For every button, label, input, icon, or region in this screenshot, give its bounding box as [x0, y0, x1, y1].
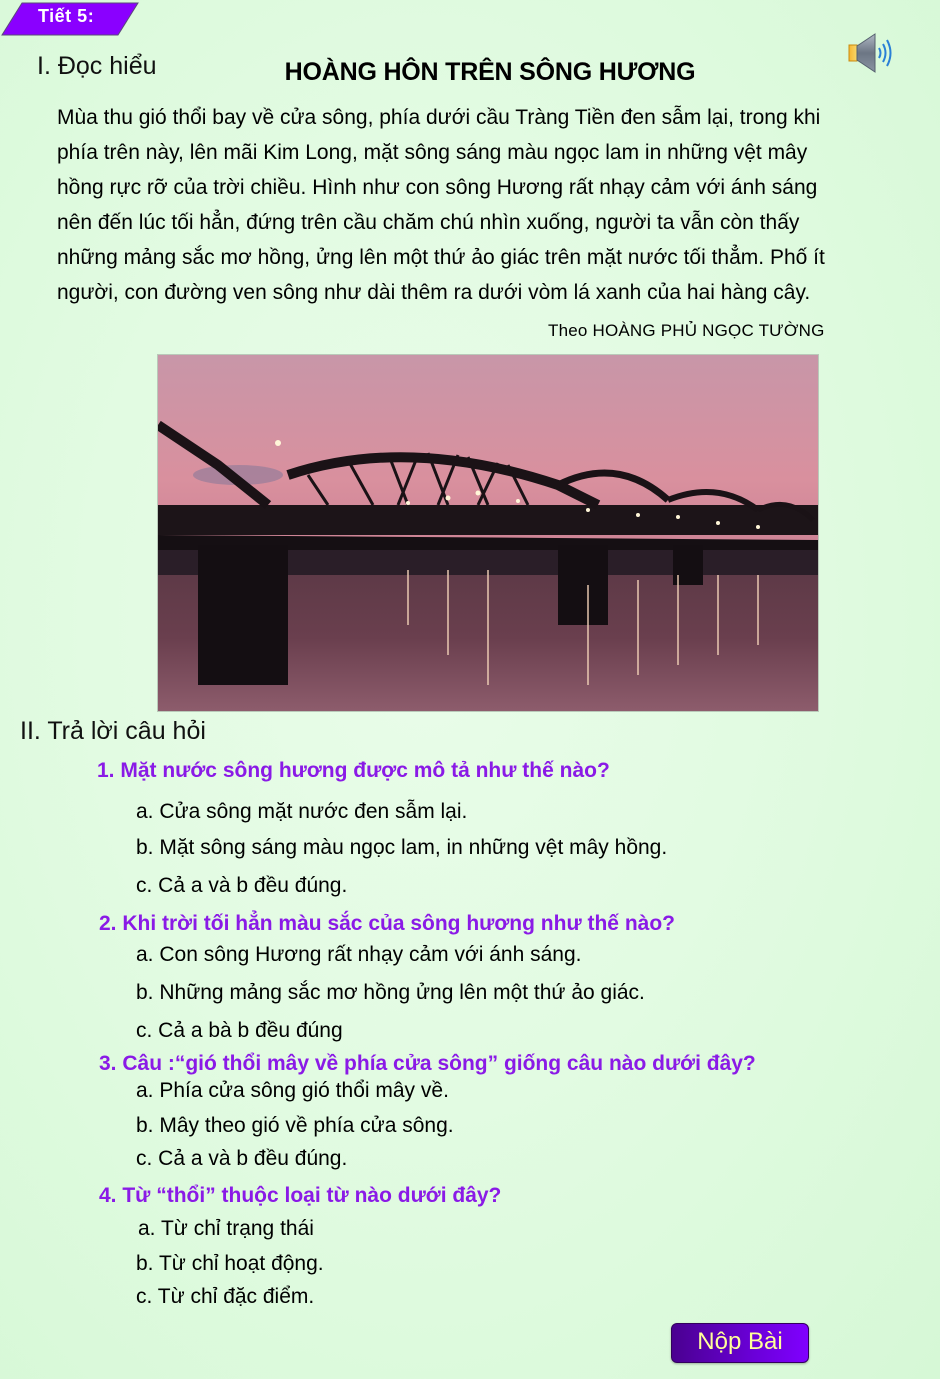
bridge-sunset-photo — [157, 354, 819, 712]
passage-line: nên đến lúc tối hẳn, đứng trên cầu chăm chú nhìn xuống, người ta vẫn còn thấy — [57, 211, 800, 234]
passage-title: HOÀNG HÔN TRÊN SÔNG HƯƠNG — [284, 58, 696, 86]
question-2-option-b[interactable]: b. Những mảng sắc mơ hồng ửng lên một thứ ảo giác. — [136, 981, 645, 1004]
question-1-option-c[interactable]: c. Cả a và b đều đúng. — [136, 874, 348, 897]
lesson-tag-label: Tiết 5: — [38, 6, 95, 26]
passage-line: phía trên này, lên mãi Kim Long, mặt sông sáng màu ngọc lam in những vệt mây — [57, 141, 808, 164]
question-4-title: 4. Từ “thổi” thuộc loại từ nào dưới đây? — [99, 1184, 502, 1207]
passage-line: Mùa thu gió thổi bay về cửa sông, phía dưới cầu Tràng Tiền đen sẫm lại, trong khi — [57, 106, 821, 129]
question-2-option-c[interactable]: c. Cả a bà b đều đúng — [136, 1019, 343, 1042]
passage-line: người, con đường ven sông như dài thêm ra dưới vòm lá xanh của hai hàng cây. — [57, 281, 811, 304]
question-3-option-c[interactable]: c. Cả a và b đều đúng. — [136, 1147, 348, 1170]
questions-section-heading: II. Trả lời câu hỏi — [20, 717, 206, 745]
attribution: Theo HOÀNG PHỦ NGỌC TƯỜNG — [548, 321, 825, 340]
question-4-option-c[interactable]: c. Từ chỉ đặc điểm. — [136, 1285, 315, 1308]
question-3-option-a[interactable]: a. Phía cửa sông gió thổi mây về. — [136, 1079, 449, 1102]
passage-line: hồng rực rỡ của trời chiều. Hình như con sông Hương rất nhạy cảm với ánh sáng — [57, 176, 818, 199]
question-3-title: 3. Câu :“gió thổi mây về phía cửa sông” giống câu nào dưới đây? — [99, 1052, 756, 1075]
question-1-option-a[interactable]: a. Cửa sông mặt nước đen sẫm lại. — [136, 800, 468, 823]
question-4-option-a[interactable]: a. Từ chỉ trạng thái — [138, 1217, 314, 1240]
reading-section-heading: I. Đọc hiểu — [37, 52, 157, 80]
question-2-option-a[interactable]: a. Con sông Hương rất nhạy cảm với ánh sáng. — [136, 943, 582, 966]
lesson-tag — [0, 2, 140, 34]
question-2-title: 2. Khi trời tối hẳn màu sắc của sông hương như thế nào? — [99, 912, 675, 935]
submit-button[interactable]: Nộp Bài — [671, 1323, 809, 1363]
question-4-option-b[interactable]: b. Từ chỉ hoạt động. — [136, 1252, 324, 1275]
question-1-option-b[interactable]: b. Mặt sông sáng màu ngọc lam, in những vệt mây hồng. — [136, 836, 668, 859]
reading-passage — [57, 100, 917, 310]
speaker-icon[interactable] — [845, 26, 905, 78]
question-1-title: 1. Mặt nước sông hương được mô tả như thế nào? — [97, 759, 610, 782]
question-3-option-b[interactable]: b. Mây theo gió về phía cửa sông. — [136, 1114, 454, 1137]
passage-line: những mảng sắc mơ hồng, ửng lên một thứ ảo giác trên mặt nước tối thẳm. Phố ít — [57, 246, 825, 269]
